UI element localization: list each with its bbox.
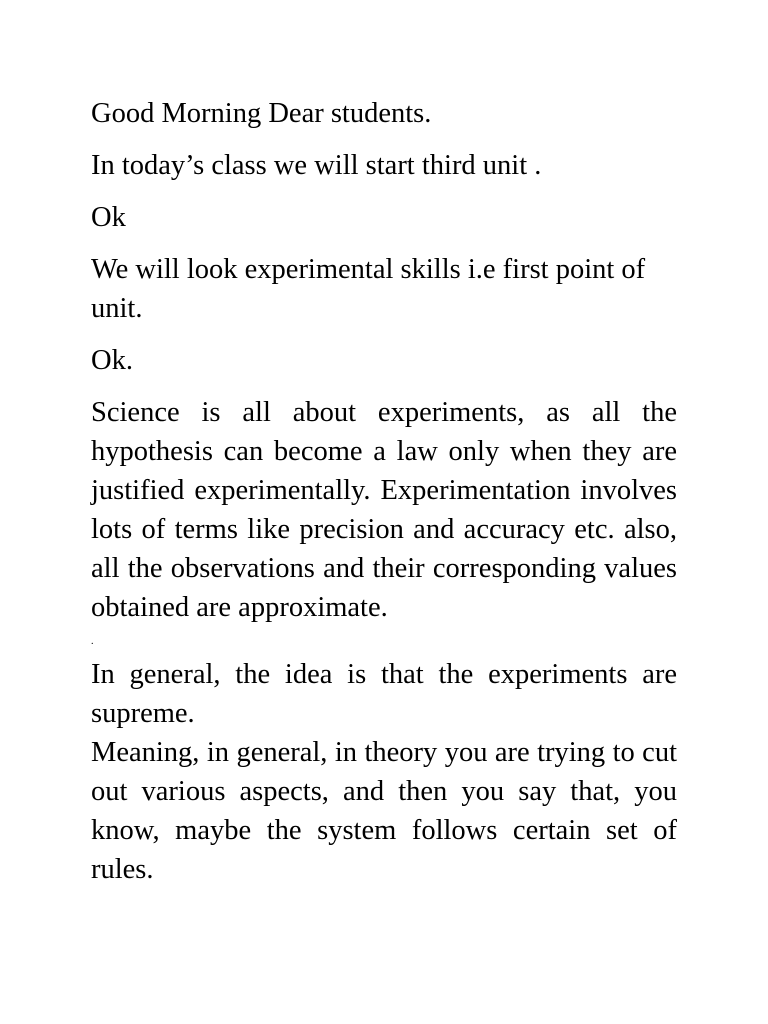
ok-paragraph: Ok (91, 202, 126, 233)
science-paragraph: Science is all about experiments, as all the hypothesis can become a law only when they are justified experimentally. Experimentation involves lots of terms like precision and accuracy etc. also, all the observations and their corresponding values obtained are approximate. (91, 397, 677, 623)
topic-paragraph: We will look experimental skills i.e first point of unit. (91, 254, 646, 324)
general-idea-paragraph: In general, the idea is that the experiments are supreme. (91, 659, 677, 729)
separator-dot: . (91, 636, 94, 647)
greeting-paragraph: Good Morning Dear students. (91, 98, 432, 129)
ok-paragraph-2: Ok. (91, 345, 133, 376)
intro-paragraph: In today’s class we will start third unit . (91, 150, 542, 181)
meaning-paragraph: Meaning, in general, in theory you are trying to cut out various aspects, and then you say that, you know, maybe the system follows certain set of rules. (91, 737, 677, 885)
document-body (91, 94, 677, 889)
